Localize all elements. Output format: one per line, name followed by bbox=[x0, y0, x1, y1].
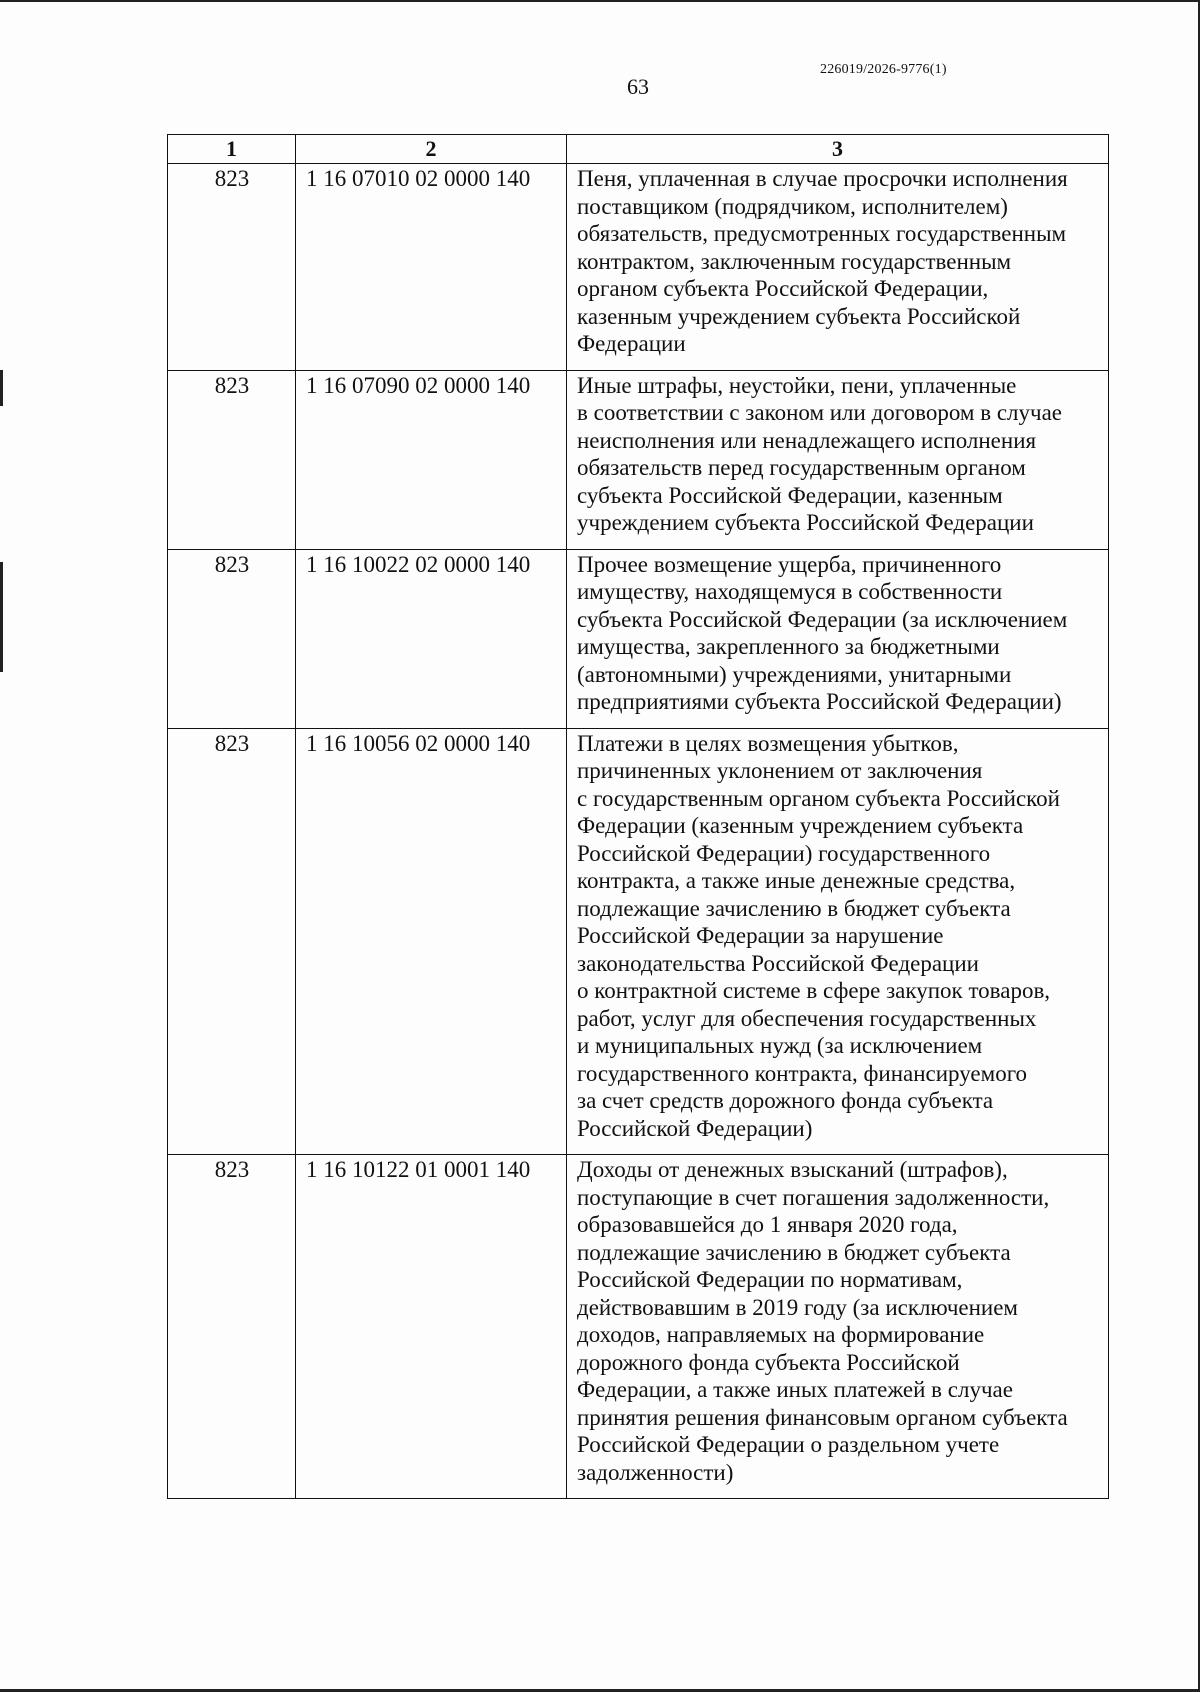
document-registration-number: 226019/2026-9776(1) bbox=[820, 62, 947, 77]
description-line: контракта, а также иные денежные средства, bbox=[577, 868, 1016, 893]
revenue-description-cell bbox=[567, 549, 1109, 728]
table-header bbox=[168, 135, 1109, 164]
table-row bbox=[168, 370, 1109, 549]
description-line: Платежи в целях возмещения убытков, bbox=[577, 730, 959, 756]
description-line: субъекта Российской Федерации (за исключением bbox=[577, 606, 1068, 632]
description-line: причиненных уклонением от заключения bbox=[577, 758, 983, 783]
budget-classification-code-cell: 1 16 10122 01 0001 140 bbox=[296, 1155, 567, 1499]
description-line: дорожного фонда субъекта Российской bbox=[577, 1349, 960, 1375]
description-line: поставщиком (подрядчиком, исполнителем) bbox=[577, 193, 1008, 219]
table-row bbox=[168, 728, 1109, 1155]
column-header-3: 3 bbox=[567, 135, 1109, 164]
description-line: имуществу, находящемуся в собственности bbox=[577, 579, 1003, 604]
description-line: предприятиями субъекта Российской Федерации) bbox=[577, 689, 1062, 714]
description-line: казенным учреждением субъекта Российской bbox=[577, 303, 1021, 329]
description-line: (автономными) учреждениями, унитарными bbox=[577, 661, 1012, 687]
budget-classification-code-cell: 1 16 10056 02 0000 140 bbox=[296, 728, 567, 1155]
description-line: законодательства Российской Федерации bbox=[577, 950, 979, 976]
description-line: субъекта Российской Федерации, казенным bbox=[577, 482, 1003, 508]
table-header-row bbox=[168, 135, 1109, 164]
description-line: обязательств перед государственным органом bbox=[577, 455, 1026, 480]
description-line: о контрактной системе в сфере закупок товаров, bbox=[577, 978, 1051, 1003]
description-line: принятия решения финансовым органом субъекта bbox=[577, 1404, 1068, 1430]
description-line: образовавшейся до 1 января 2020 года, bbox=[577, 1212, 958, 1237]
admin-code-cell: 823 bbox=[168, 164, 296, 371]
column-header-1: 1 bbox=[168, 135, 296, 164]
admin-code-cell: 823 bbox=[168, 1155, 296, 1499]
revenue-description-cell bbox=[567, 164, 1109, 371]
description-line: Российской Федерации о раздельном учете bbox=[577, 1432, 1000, 1457]
table-row bbox=[168, 549, 1109, 728]
table-row bbox=[168, 1155, 1109, 1499]
description-line: Прочее возмещение ущерба, причиненного bbox=[577, 551, 1002, 577]
description-line: обязательств, предусмотренных государственным bbox=[577, 221, 1067, 246]
description-line: контрактом, заключенным государственным bbox=[577, 248, 1012, 274]
revenue-description-cell bbox=[567, 728, 1109, 1155]
admin-code-cell: 823 bbox=[168, 728, 296, 1155]
description-line: Иные штрафы, неустойки, пени, уплаченные bbox=[577, 372, 1017, 398]
revenue-codes-table bbox=[167, 134, 1109, 1499]
description-line: задолженности) bbox=[577, 1459, 734, 1485]
budget-classification-code-cell: 1 16 07090 02 0000 140 bbox=[296, 370, 567, 549]
description-line: Федерации bbox=[577, 331, 686, 356]
description-line: с государственным органом субъекта Российской bbox=[577, 785, 1060, 811]
description-line: учреждением субъекта Российской Федерации bbox=[577, 510, 1034, 535]
description-line: поступающие в счет погашения задолженности, bbox=[577, 1184, 1050, 1210]
revenue-description-cell bbox=[567, 1155, 1109, 1499]
admin-code-cell: 823 bbox=[168, 370, 296, 549]
column-header-2: 2 bbox=[296, 135, 567, 164]
description-line: в соответствии с законом или договором в случае bbox=[577, 400, 1063, 425]
description-line: Российской Федерации за нарушение bbox=[577, 923, 944, 948]
scan-edge-marks bbox=[0, 2, 3, 1692]
description-line: доходов, направляемых на формирование bbox=[577, 1322, 985, 1347]
description-line: работ, услуг для обеспечения государственных bbox=[577, 1005, 1037, 1031]
description-line: действовавшим в 2019 году (за исключением bbox=[577, 1294, 1018, 1320]
description-line: имущества, закрепленного за бюджетными bbox=[577, 634, 1000, 659]
description-line: органом субъекта Российской Федерации, bbox=[577, 276, 989, 301]
description-line: Российской Федерации) bbox=[577, 1115, 813, 1141]
description-line: государственного контракта, финансируемого bbox=[577, 1060, 1028, 1086]
description-line: Российской Федерации) государственного bbox=[577, 840, 991, 866]
budget-classification-code-cell: 1 16 07010 02 0000 140 bbox=[296, 164, 567, 371]
description-line: Российской Федерации по нормативам, bbox=[577, 1267, 963, 1292]
description-line: неисполнения или ненадлежащего исполнения bbox=[577, 427, 1037, 453]
page-number: 63 bbox=[627, 74, 649, 99]
description-line: и муниципальных нужд (за исключением bbox=[577, 1033, 983, 1058]
scan-edge-mark bbox=[0, 562, 3, 672]
description-line: Доходы от денежных взысканий (штрафов), bbox=[577, 1157, 1008, 1182]
scan-edge-mark bbox=[0, 370, 3, 406]
description-line: подлежащие зачислению в бюджет субъекта bbox=[577, 1239, 1011, 1265]
description-line: Федерации, а также иных платежей в случае bbox=[577, 1377, 1013, 1402]
table-row bbox=[168, 164, 1109, 371]
table-body bbox=[168, 164, 1109, 1499]
description-line: подлежащие зачислению в бюджет субъекта bbox=[577, 895, 1011, 921]
description-line: за счет средств дорожного фонда субъекта bbox=[577, 1088, 994, 1113]
description-line: Пеня, уплаченная в случае просрочки исполнения bbox=[577, 166, 1068, 191]
description-line: Федерации (казенным учреждением субъекта bbox=[577, 813, 1024, 838]
budget-classification-code-cell: 1 16 10022 02 0000 140 bbox=[296, 549, 567, 728]
admin-code-cell: 823 bbox=[168, 549, 296, 728]
revenue-description-cell bbox=[567, 370, 1109, 549]
